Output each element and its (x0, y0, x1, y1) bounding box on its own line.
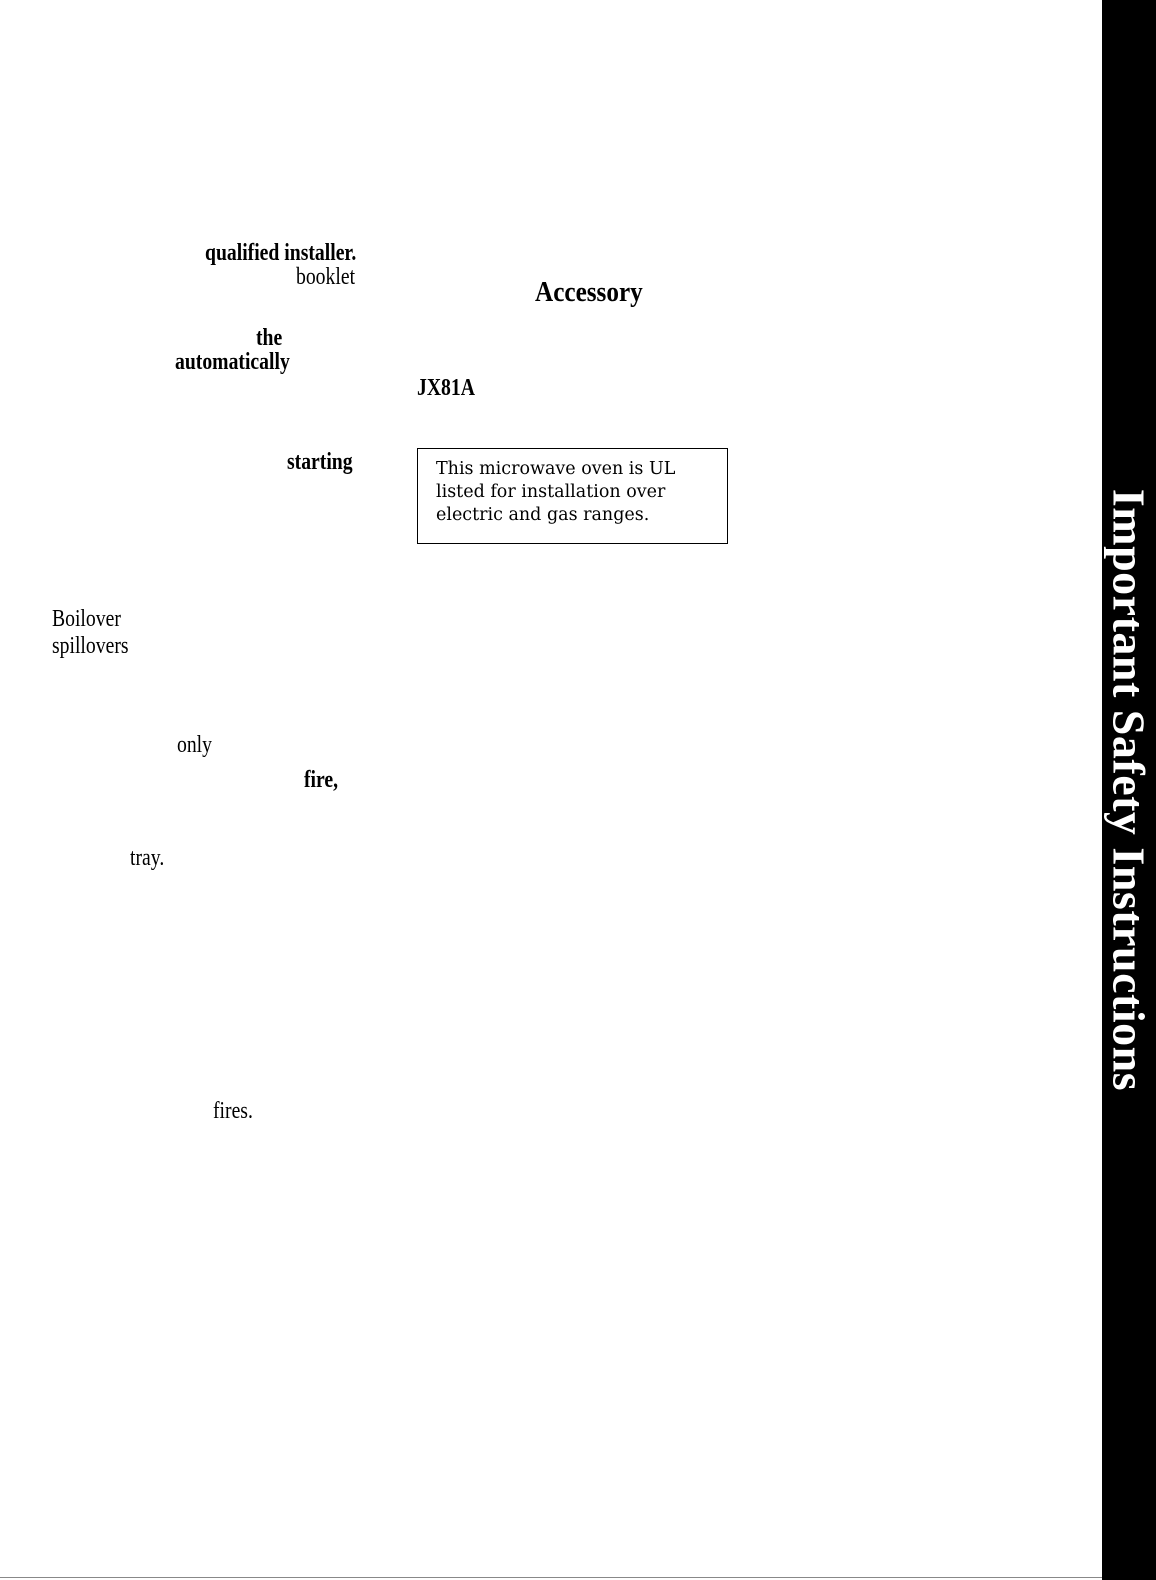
text-fragment-booklet: booklet (296, 264, 356, 290)
ul-listing-notice-box (417, 448, 728, 544)
notice-line: listed for installation over (436, 482, 666, 502)
text-fragment-spillovers: spillovers (52, 633, 129, 659)
text-fragment-starting: starting (287, 449, 353, 475)
text-fragment-qualified-installer: qualified installer. (205, 240, 357, 266)
text-fragment-boilover: Boilover (52, 606, 121, 632)
text-fragment-tray: tray. (130, 845, 165, 871)
section-side-tab-label: Important Safety Instructions (1103, 488, 1155, 1092)
page-bottom-rule (0, 1577, 1102, 1578)
text-fragment-the: the (256, 325, 283, 351)
text-fragment-model-number: JX81A (417, 375, 475, 401)
text-fragment-accessory: Accessory (535, 277, 643, 308)
notice-line: This microwave oven is UL (436, 459, 676, 479)
text-fragment-fire: fire, (304, 767, 339, 793)
text-fragment-fires: fires. (213, 1098, 253, 1124)
text-fragment-automatically: automatically (175, 349, 290, 375)
notice-line: electric and gas ranges. (436, 505, 650, 525)
text-fragment-only: only (177, 732, 212, 758)
